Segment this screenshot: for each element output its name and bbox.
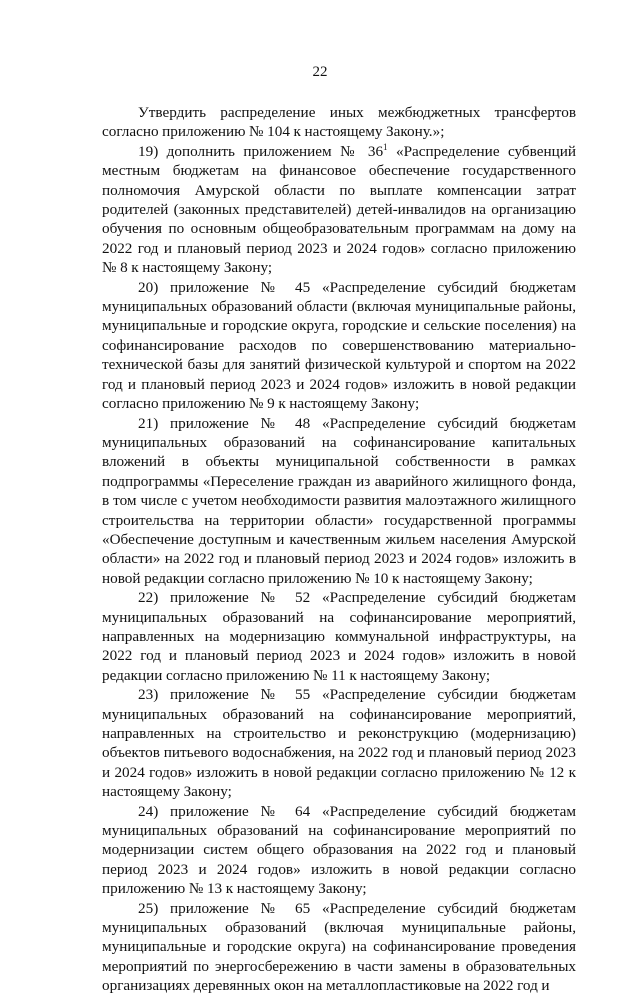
paragraph-item-19 (102, 142, 576, 278)
paragraph-item-19-rest: «Распределение субвенций местным бюджетам на финансовое обеспечение государственного полномочия Амурской области по выплате компенсации затрат родителей (законных представителей) детей-инвалидов на организацию обучения по основным общеобразовательным программам на дому на 2022 год и плановый период 2023 и 2024 годов» согласно приложению № 8 к настоящему Закону; (102, 142, 576, 277)
page-number: 22 (312, 64, 328, 80)
paragraph-item-20: 20) приложение № 45 «Распределение субсидий бюджетам муниципальных образований области (включая муниципальные районы, муниципальные и городские округа, городские и сельские поселения) на софинансирование расходов по совершенствованию материально-технической базы для занятий физической культурой и спортом на 2022 год и плановый период 2023 и 2024 годов» изложить в новой редакции согласно приложению № 9 к настоящему Закону; (102, 278, 576, 413)
document-body (102, 103, 576, 996)
paragraph-item-19-lead: 19) дополнить приложением № 36 (138, 142, 384, 160)
paragraph-transfer-approval: Утвердить распределение иных межбюджетных трансфертов согласно приложению № 104 к настоящему Закону.»; (102, 104, 576, 141)
paragraph-item-21: 21) приложение № 48 «Распределение субсидий бюджетам муниципальных образований на софинансирование капитальных вложений в объекты муниципальной собственности в рамках подпрограммы «Переселение граждан из аварийного жилищного фонда, в том числе с учетом необходимости развития малоэтажного жилищного строительства на территории области» государственной программы «Обеспечение доступным и качественным жильем населения Амурской области» на 2022 год и плановый период 2023 и 2024 годов» изложить в новой редакции согласно приложению № 10 к настоящему Закону; (102, 414, 576, 587)
appendix-superscript: 1 (383, 141, 388, 152)
paragraph-item-24: 24) приложение № 64 «Распределение субсидий бюджетам муниципальных образований на софинансирование мероприятий по модернизации систем общего образования на 2022 год и плановый период 2023 и 2024 годов» изложить в новой редакции согласно приложению № 13 к настоящему Закону; (102, 802, 576, 898)
paragraph-item-23: 23) приложение № 55 «Распределение субсидии бюджетам муниципальных образований на софинансирование мероприятий, направленных на строительство и реконструкцию (модернизацию) объектов питьевого водоснабжения, на 2022 год и плановый период 2023 и 2024 годов» изложить в новой редакции согласно приложению № 12 к настоящему Закону; (102, 686, 576, 801)
paragraph-item-25: 25) приложение № 65 «Распределение субсидий бюджетам муниципальных образований (включая муниципальные районы, муниципальные и городские округа) на софинансирование проведения мероприятий по энергосбережению в части замены в образовательных организациях деревянных окон на металлопластиковые на 2022 год и (102, 899, 576, 995)
paragraph-item-22: 22) приложение № 52 «Распределение субсидий бюджетам муниципальных образований на софинансирование мероприятий, направленных на модернизацию коммунальной инфраструктуры, на 2022 год и плановый период 2023 и 2024 годов» изложить в новой редакции согласно приложению № 11 к настоящему Закону; (102, 589, 576, 684)
